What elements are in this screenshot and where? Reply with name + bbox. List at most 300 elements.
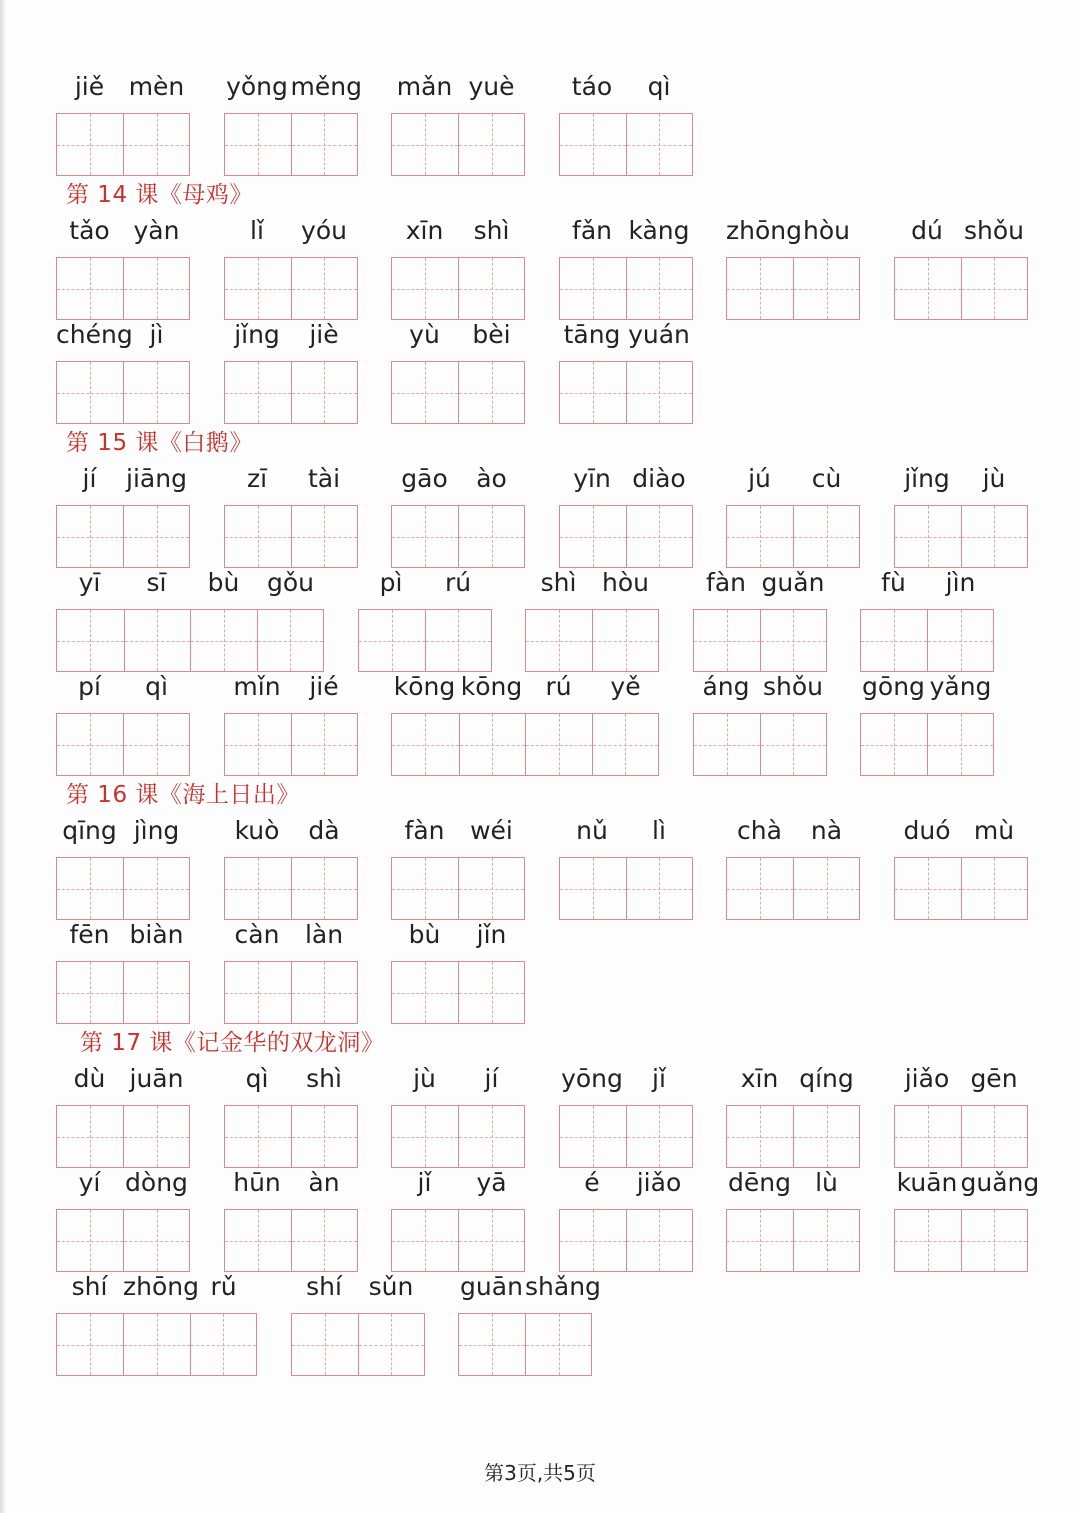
tianzige-cell[interactable] bbox=[459, 714, 526, 775]
tianzige-cell[interactable] bbox=[225, 858, 291, 919]
tianzige-cell[interactable] bbox=[123, 258, 189, 319]
cell-horizontal-guide bbox=[895, 537, 961, 538]
cell-horizontal-guide bbox=[593, 745, 659, 746]
tianzige-cell[interactable] bbox=[123, 1106, 189, 1167]
writing-grid bbox=[391, 257, 525, 320]
pinyin-syllable: jǐ bbox=[652, 1064, 666, 1093]
word-group bbox=[291, 1270, 425, 1370]
cell-horizontal-guide bbox=[895, 1241, 961, 1242]
tianzige-cell[interactable] bbox=[592, 714, 659, 775]
writing-grid bbox=[559, 361, 693, 424]
pinyin-syllable: yōng bbox=[561, 1064, 623, 1093]
tianzige-cell[interactable] bbox=[560, 1210, 626, 1271]
cell-horizontal-guide bbox=[258, 641, 324, 642]
tianzige-cell[interactable] bbox=[694, 714, 760, 775]
tianzige-cell[interactable] bbox=[291, 1210, 357, 1271]
word-group bbox=[860, 566, 994, 666]
writing-grid bbox=[224, 1105, 358, 1168]
pinyin-syllable: shǒu bbox=[762, 672, 823, 701]
pinyin-syllable: gōng bbox=[862, 672, 925, 701]
pinyin-syllable: gǒu bbox=[266, 568, 314, 597]
cell-horizontal-guide bbox=[962, 1241, 1027, 1242]
tianzige-cell[interactable] bbox=[57, 610, 124, 671]
cell-horizontal-guide bbox=[292, 145, 357, 146]
pinyin-syllable: mǎn bbox=[396, 72, 453, 101]
cell-horizontal-guide bbox=[191, 1345, 256, 1346]
tianzige-cell[interactable] bbox=[626, 1210, 692, 1271]
pinyin-syllable: juān bbox=[129, 1064, 184, 1093]
pinyin-syllable: shǎng bbox=[525, 1272, 601, 1301]
tianzige-cell[interactable] bbox=[727, 258, 793, 319]
tianzige-cell[interactable] bbox=[57, 362, 123, 423]
tianzige-cell[interactable] bbox=[392, 114, 458, 175]
writing-grid bbox=[391, 713, 659, 776]
tianzige-cell[interactable] bbox=[895, 1106, 961, 1167]
cell-horizontal-guide bbox=[962, 1137, 1027, 1138]
word-group bbox=[224, 318, 358, 418]
word-group bbox=[894, 214, 1028, 314]
cell-horizontal-guide bbox=[459, 993, 524, 994]
pinyin-syllable: qì bbox=[145, 672, 168, 701]
writing-grid bbox=[291, 1313, 425, 1376]
word-group bbox=[56, 814, 190, 914]
tianzige-cell[interactable] bbox=[861, 610, 927, 671]
cell-horizontal-guide bbox=[57, 145, 123, 146]
pinyin-syllable: mǐn bbox=[233, 672, 281, 701]
cell-horizontal-guide bbox=[459, 289, 524, 290]
pinyin-syllable: duó bbox=[903, 816, 951, 845]
cell-horizontal-guide bbox=[57, 641, 124, 642]
tianzige-cell[interactable] bbox=[626, 506, 692, 567]
tianzige-cell[interactable] bbox=[458, 858, 524, 919]
word-group bbox=[860, 670, 994, 770]
cell-horizontal-guide bbox=[392, 889, 458, 890]
cell-horizontal-guide bbox=[225, 889, 291, 890]
word-group bbox=[894, 814, 1028, 914]
tianzige-cell[interactable] bbox=[358, 1314, 424, 1375]
word-group bbox=[525, 566, 659, 666]
tianzige-cell[interactable] bbox=[727, 858, 793, 919]
tianzige-cell[interactable] bbox=[895, 258, 961, 319]
tianzige-cell[interactable] bbox=[961, 858, 1027, 919]
tianzige-cell[interactable] bbox=[291, 362, 357, 423]
tianzige-cell[interactable] bbox=[392, 858, 458, 919]
cell-horizontal-guide bbox=[761, 745, 826, 746]
tianzige-cell[interactable] bbox=[291, 258, 357, 319]
tianzige-cell[interactable] bbox=[626, 858, 692, 919]
pinyin-syllable: rǔ bbox=[210, 1272, 237, 1301]
cell-horizontal-guide bbox=[794, 537, 859, 538]
pinyin-syllable: shǒu bbox=[963, 216, 1024, 245]
tianzige-cell[interactable] bbox=[525, 714, 592, 775]
pinyin-syllable: yǒng bbox=[226, 72, 288, 101]
cell-horizontal-guide bbox=[124, 1241, 189, 1242]
tianzige-cell[interactable] bbox=[291, 962, 357, 1023]
cell-horizontal-guide bbox=[459, 393, 524, 394]
cell-horizontal-guide bbox=[57, 1137, 123, 1138]
tianzige-cell[interactable] bbox=[560, 858, 626, 919]
pinyin-syllable: yuè bbox=[468, 72, 515, 101]
tianzige-cell[interactable] bbox=[190, 610, 257, 671]
cell-horizontal-guide bbox=[124, 889, 189, 890]
writing-grid bbox=[224, 361, 358, 424]
tianzige-cell[interactable] bbox=[123, 1210, 189, 1271]
cell-horizontal-guide bbox=[57, 1241, 123, 1242]
pinyin-syllable: diào bbox=[632, 464, 686, 493]
tianzige-cell[interactable] bbox=[359, 610, 425, 671]
tianzige-cell[interactable] bbox=[225, 1210, 291, 1271]
word-group bbox=[224, 462, 358, 562]
word-group bbox=[224, 1062, 358, 1162]
writing-grid bbox=[56, 609, 324, 672]
writing-grid bbox=[726, 257, 860, 320]
tianzige-cell[interactable] bbox=[57, 1106, 123, 1167]
tianzige-cell[interactable] bbox=[626, 362, 692, 423]
tianzige-cell[interactable] bbox=[392, 506, 458, 567]
cell-horizontal-guide bbox=[57, 745, 123, 746]
tianzige-cell[interactable] bbox=[560, 362, 626, 423]
writing-grid bbox=[56, 1105, 190, 1168]
tianzige-cell[interactable] bbox=[123, 114, 189, 175]
cell-horizontal-guide bbox=[292, 1137, 357, 1138]
pinyin-syllable: pí bbox=[78, 672, 101, 701]
tianzige-cell[interactable] bbox=[626, 1106, 692, 1167]
tianzige-cell[interactable] bbox=[458, 1210, 524, 1271]
pinyin-syllable: yě bbox=[610, 672, 641, 701]
tianzige-cell[interactable] bbox=[123, 714, 189, 775]
pinyin-syllable: lì bbox=[652, 816, 666, 845]
pinyin-syllable: shí bbox=[306, 1272, 342, 1301]
cell-horizontal-guide bbox=[459, 145, 524, 146]
cell-horizontal-guide bbox=[560, 537, 626, 538]
tianzige-cell[interactable] bbox=[57, 714, 123, 775]
cell-horizontal-guide bbox=[526, 745, 592, 746]
word-group bbox=[391, 918, 525, 1018]
tianzige-cell[interactable] bbox=[57, 962, 123, 1023]
pinyin-syllable: jì bbox=[149, 320, 164, 349]
tianzige-cell[interactable] bbox=[392, 362, 458, 423]
writing-grid bbox=[559, 1209, 693, 1272]
tianzige-cell[interactable] bbox=[458, 1106, 524, 1167]
pinyin-syllable: dà bbox=[308, 816, 340, 845]
word-group bbox=[224, 670, 358, 770]
cell-horizontal-guide bbox=[459, 1241, 524, 1242]
word-group bbox=[56, 214, 190, 314]
lesson-heading: 第 14 课《母鸡》 bbox=[66, 182, 253, 208]
tianzige-cell[interactable] bbox=[292, 1314, 358, 1375]
tianzige-cell[interactable] bbox=[124, 610, 191, 671]
tianzige-cell[interactable] bbox=[225, 258, 291, 319]
word-group bbox=[559, 214, 693, 314]
cell-horizontal-guide bbox=[125, 641, 191, 642]
cell-horizontal-guide bbox=[292, 745, 357, 746]
pinyin-syllable: yóu bbox=[301, 216, 347, 245]
tianzige-cell[interactable] bbox=[592, 610, 658, 671]
pinyin-syllable: hòu bbox=[602, 568, 649, 597]
writing-grid bbox=[56, 1209, 190, 1272]
word-group bbox=[693, 566, 827, 666]
tianzige-cell[interactable] bbox=[458, 258, 524, 319]
writing-grid bbox=[458, 1313, 592, 1376]
cell-horizontal-guide bbox=[392, 1241, 458, 1242]
tianzige-cell[interactable] bbox=[727, 506, 793, 567]
word-group bbox=[391, 70, 525, 170]
pinyin-syllable: biàn bbox=[129, 920, 184, 949]
cell-horizontal-guide bbox=[292, 289, 357, 290]
writing-grid bbox=[726, 505, 860, 568]
cell-horizontal-guide bbox=[292, 393, 357, 394]
writing-grid bbox=[56, 361, 190, 424]
writing-grid bbox=[224, 857, 358, 920]
tianzige-cell[interactable] bbox=[291, 114, 357, 175]
cell-horizontal-guide bbox=[727, 537, 793, 538]
writing-grid bbox=[56, 857, 190, 920]
pinyin-syllable: qíng bbox=[799, 1064, 854, 1093]
cell-horizontal-guide bbox=[191, 641, 257, 642]
cell-horizontal-guide bbox=[392, 289, 458, 290]
cell-horizontal-guide bbox=[727, 289, 793, 290]
cell-horizontal-guide bbox=[392, 537, 458, 538]
word-group bbox=[56, 318, 190, 418]
tianzige-cell[interactable] bbox=[895, 1210, 961, 1271]
tianzige-cell[interactable] bbox=[927, 714, 993, 775]
tianzige-cell[interactable] bbox=[861, 714, 927, 775]
word-group bbox=[559, 318, 693, 418]
cell-horizontal-guide bbox=[292, 889, 357, 890]
tianzige-cell[interactable] bbox=[961, 258, 1027, 319]
tianzige-cell[interactable] bbox=[458, 114, 524, 175]
tianzige-cell[interactable] bbox=[392, 1210, 458, 1271]
tianzige-cell[interactable] bbox=[225, 1106, 291, 1167]
pinyin-syllable: guǎng bbox=[960, 1168, 1040, 1197]
writing-grid bbox=[358, 609, 492, 672]
pinyin-syllable: jìng bbox=[133, 816, 180, 845]
tianzige-cell[interactable] bbox=[927, 610, 993, 671]
cell-horizontal-guide bbox=[392, 1137, 458, 1138]
cell-horizontal-guide bbox=[794, 289, 859, 290]
tianzige-cell[interactable] bbox=[526, 610, 592, 671]
pinyin-syllable: cù bbox=[811, 464, 842, 493]
tianzige-cell[interactable] bbox=[123, 506, 189, 567]
pinyin-syllable: jiě bbox=[74, 72, 105, 101]
pinyin-syllable: jiāng bbox=[126, 464, 187, 493]
pinyin-syllable: xīn bbox=[405, 216, 444, 245]
pinyin-syllable: yù bbox=[409, 320, 440, 349]
pinyin-syllable: bèi bbox=[472, 320, 511, 349]
pinyin-syllable: shì bbox=[306, 1064, 342, 1093]
word-group bbox=[56, 566, 324, 666]
tianzige-cell[interactable] bbox=[225, 362, 291, 423]
pinyin-syllable: tāng bbox=[563, 320, 621, 349]
tianzige-cell[interactable] bbox=[57, 506, 123, 567]
tianzige-cell[interactable] bbox=[225, 714, 291, 775]
tianzige-cell[interactable] bbox=[57, 114, 123, 175]
cell-horizontal-guide bbox=[560, 145, 626, 146]
tianzige-cell[interactable] bbox=[560, 1106, 626, 1167]
page-edge-shadow bbox=[0, 0, 6, 1513]
pinyin-syllable: kuò bbox=[234, 816, 280, 845]
tianzige-cell[interactable] bbox=[291, 714, 357, 775]
cell-horizontal-guide bbox=[124, 993, 189, 994]
pinyin-syllable: jǐn bbox=[476, 920, 507, 949]
tianzige-cell[interactable] bbox=[57, 1210, 123, 1271]
pinyin-syllable: bù bbox=[207, 568, 240, 597]
tianzige-cell[interactable] bbox=[57, 258, 123, 319]
tianzige-cell[interactable] bbox=[626, 258, 692, 319]
tianzige-cell[interactable] bbox=[225, 962, 291, 1023]
tianzige-cell[interactable] bbox=[225, 506, 291, 567]
writing-grid bbox=[56, 1313, 257, 1376]
tianzige-cell[interactable] bbox=[392, 962, 458, 1023]
tianzige-cell[interactable] bbox=[560, 258, 626, 319]
tianzige-cell[interactable] bbox=[694, 610, 760, 671]
cell-horizontal-guide bbox=[627, 289, 692, 290]
tianzige-cell[interactable] bbox=[257, 610, 324, 671]
cell-horizontal-guide bbox=[292, 1345, 358, 1346]
lesson-heading: 第 16 课《海上日出》 bbox=[66, 782, 300, 808]
tianzige-cell[interactable] bbox=[458, 962, 524, 1023]
tianzige-cell[interactable] bbox=[123, 362, 189, 423]
tianzige-cell[interactable] bbox=[123, 858, 189, 919]
cell-horizontal-guide bbox=[560, 1241, 626, 1242]
tianzige-cell[interactable] bbox=[793, 258, 859, 319]
tianzige-cell[interactable] bbox=[760, 714, 826, 775]
writing-grid bbox=[56, 113, 190, 176]
cell-horizontal-guide bbox=[124, 537, 189, 538]
pinyin-syllable: gēn bbox=[970, 1064, 1018, 1093]
word-group bbox=[391, 214, 525, 314]
cell-horizontal-guide bbox=[627, 1241, 692, 1242]
word-group bbox=[391, 670, 659, 770]
tianzige-cell[interactable] bbox=[392, 258, 458, 319]
cell-horizontal-guide bbox=[627, 393, 692, 394]
pinyin-syllable: jǐng bbox=[234, 320, 280, 349]
cell-horizontal-guide bbox=[627, 145, 692, 146]
pinyin-syllable: sī bbox=[146, 568, 167, 597]
word-group bbox=[224, 1166, 358, 1266]
word-group bbox=[559, 1166, 693, 1266]
pinyin-syllable: qīng bbox=[62, 816, 117, 845]
tianzige-cell[interactable] bbox=[458, 506, 524, 567]
writing-grid bbox=[726, 1209, 860, 1272]
tianzige-cell[interactable] bbox=[626, 114, 692, 175]
writing-grid bbox=[860, 609, 994, 672]
cell-horizontal-guide bbox=[794, 1241, 859, 1242]
cell-horizontal-guide bbox=[727, 1241, 793, 1242]
cell-horizontal-guide bbox=[861, 641, 927, 642]
pinyin-syllable: jiǎo bbox=[904, 1064, 950, 1093]
tianzige-cell[interactable] bbox=[793, 1210, 859, 1271]
pinyin-syllable: kuān bbox=[896, 1168, 958, 1197]
tianzige-cell[interactable] bbox=[392, 1106, 458, 1167]
cell-horizontal-guide bbox=[560, 393, 626, 394]
writing-grid bbox=[726, 1105, 860, 1168]
cell-horizontal-guide bbox=[292, 1241, 357, 1242]
cell-horizontal-guide bbox=[761, 641, 826, 642]
word-group bbox=[56, 1270, 257, 1370]
tianzige-cell[interactable] bbox=[793, 858, 859, 919]
tianzige-cell[interactable] bbox=[392, 714, 459, 775]
pinyin-syllable: jù bbox=[982, 464, 1006, 493]
tianzige-cell[interactable] bbox=[727, 1106, 793, 1167]
word-group bbox=[224, 214, 358, 314]
tianzige-cell[interactable] bbox=[895, 858, 961, 919]
cell-horizontal-guide bbox=[124, 1137, 189, 1138]
writing-grid bbox=[894, 257, 1028, 320]
pinyin-syllable: guǎn bbox=[761, 568, 825, 597]
cell-horizontal-guide bbox=[124, 289, 189, 290]
cell-horizontal-guide bbox=[526, 641, 592, 642]
tianzige-cell[interactable] bbox=[291, 506, 357, 567]
tianzige-cell[interactable] bbox=[291, 1106, 357, 1167]
pinyin-syllable: lǐ bbox=[250, 216, 264, 245]
tianzige-cell[interactable] bbox=[793, 1106, 859, 1167]
pinyin-syllable: bù bbox=[408, 920, 441, 949]
tianzige-cell[interactable] bbox=[190, 1314, 256, 1375]
word-group bbox=[56, 1062, 190, 1162]
cell-horizontal-guide bbox=[124, 393, 189, 394]
tianzige-cell[interactable] bbox=[727, 1210, 793, 1271]
tianzige-cell[interactable] bbox=[458, 362, 524, 423]
pinyin-syllable: fǎn bbox=[572, 216, 612, 245]
pinyin-syllable: jí bbox=[82, 464, 97, 493]
tianzige-cell[interactable] bbox=[525, 1314, 591, 1375]
writing-grid bbox=[860, 713, 994, 776]
tianzige-cell[interactable] bbox=[57, 1314, 123, 1375]
word-group bbox=[559, 70, 693, 170]
pinyin-syllable: tài bbox=[307, 464, 341, 493]
pinyin-syllable: jǐng bbox=[904, 464, 950, 493]
pinyin-syllable: jié bbox=[309, 672, 339, 701]
tianzige-cell[interactable] bbox=[760, 610, 826, 671]
tianzige-cell[interactable] bbox=[123, 962, 189, 1023]
pinyin-syllable: guān bbox=[460, 1272, 523, 1301]
writing-grid bbox=[224, 505, 358, 568]
cell-horizontal-guide bbox=[57, 993, 123, 994]
tianzige-cell[interactable] bbox=[291, 858, 357, 919]
writing-grid bbox=[559, 257, 693, 320]
writing-grid bbox=[894, 1209, 1028, 1272]
cell-horizontal-guide bbox=[292, 993, 357, 994]
pinyin-syllable: kōng bbox=[393, 672, 456, 701]
tianzige-cell[interactable] bbox=[225, 114, 291, 175]
tianzige-cell[interactable] bbox=[961, 1210, 1027, 1271]
tianzige-cell[interactable] bbox=[57, 858, 123, 919]
tianzige-cell[interactable] bbox=[425, 610, 491, 671]
writing-grid bbox=[224, 257, 358, 320]
writing-grid bbox=[894, 1105, 1028, 1168]
pinyin-syllable: yīn bbox=[573, 464, 611, 493]
tianzige-cell[interactable] bbox=[793, 506, 859, 567]
tianzige-cell[interactable] bbox=[560, 506, 626, 567]
writing-grid bbox=[224, 113, 358, 176]
writing-grid bbox=[693, 713, 827, 776]
word-group bbox=[56, 918, 190, 1018]
writing-grid bbox=[391, 361, 525, 424]
tianzige-cell[interactable] bbox=[895, 506, 961, 567]
tianzige-cell[interactable] bbox=[123, 1314, 189, 1375]
word-group bbox=[56, 462, 190, 562]
pinyin-syllable: rú bbox=[545, 672, 572, 701]
tianzige-cell[interactable] bbox=[560, 114, 626, 175]
cell-horizontal-guide bbox=[124, 745, 189, 746]
tianzige-cell[interactable] bbox=[459, 1314, 525, 1375]
cell-horizontal-guide bbox=[694, 641, 760, 642]
cell-horizontal-guide bbox=[962, 537, 1027, 538]
tianzige-cell[interactable] bbox=[961, 506, 1027, 567]
tianzige-cell[interactable] bbox=[961, 1106, 1027, 1167]
writing-grid bbox=[224, 713, 358, 776]
